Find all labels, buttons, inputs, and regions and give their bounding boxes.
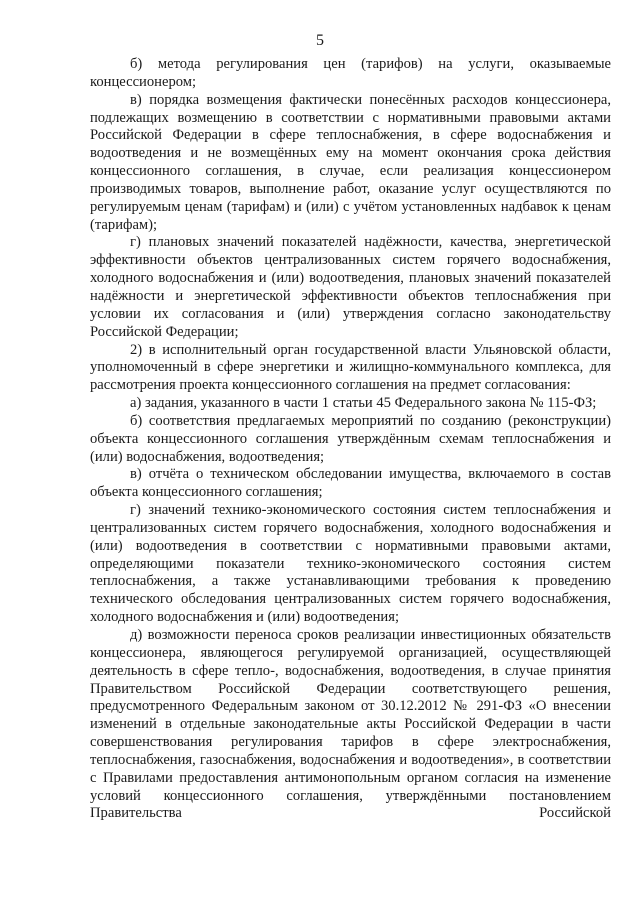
paragraph-b-tariff-method: б) метода регулирования цен (тарифов) на услуги, оказываемые концессионером; [90,56,611,90]
paragraph-a-assignment: а) задания, указанного в части 1 статьи 45 Федерального закона № 115-ФЗ; [130,395,597,412]
paragraph-b-measures-compliance: б) соответствия предлагаемых мероприятий по созданию (реконструкции) объекта концессионного соглашения утверждённым схемам теплоснабжения и (или) водоснабжения, водоотведения; [90,412,611,465]
paragraph-g-reliability-indicators: г) плановых значений показателей надёжности, качества, энергетической эффективности объектов централизованных систем горячего водоснабжения, холодного водоснабжения и (или) водоотведения, плановых значений показателей надёжности и энергетической эффективности объектов теплоснабжения при условии их согласования и (или) утверждения согласно законодательству Российской Федерации; [90,234,611,340]
paragraph-v-expense-reimbursement: в) порядка возмещения фактически понесённых расходов концессионера, подлежащих возмещению в соответствии с нормативными правовыми актами Российской Федерации в сфере теплоснабжения, в сфере водоснабжения и водоотведения и не возмещённых ему на момент окончания срока действия концессионного соглашения, в случае, если реализация концессионером производимых товаров, выполнение работ, оказание услуг осуществляются по регулируемым ценам (тарифам) и (или) с учётом установленных надбавок к ценам (тарифам); [90,91,611,233]
paragraph-v-inspection-report: в) отчёта о техническом обследовании имущества, включаемого в состав объекта концессионного соглашения; [90,466,611,501]
paragraph-g-technical-condition: г) значений технико-экономического состояния систем теплоснабжения и централизованных систем горячего водоснабжения, холодного водоснабжения и (или) водоотведения в соответствии с нормативными правовыми актами, определяющими показатели технико-экономического состояния систем теплоснабжения, а также устанавливающими требования к проведению технического обследования централизованных систем горячего водоснабжения, холодного водоснабжения и (или) водоотведения; [90,502,611,626]
paragraph-2-regional-authority: 2) в исполнительный орган государственной власти Ульяновской области, уполномоченный в сфере энергетики и жилищно-коммунального комплекса, для рассмотрения проекта концессионного соглашения на предмет согласования: [90,341,611,394]
page-number: 5 [316,32,324,49]
paragraph-d-deadline-transfer: д) возможности переноса сроков реализации инвестиционных обязательств концессионера, являющегося регулируемой организацией, осуществляющей деятельность в сфере тепло-, водоснабжения, водоотведения, в случае принятия Правительством Российской Федерации соответствующего решения, предусмотренного Федеральным законом от 30.12.2012 № 291-ФЗ «О внесении изменений в отдельные законодательные акты Российской Федерации в части совершенствования регулирования тарифов в сфере электроснабжения, теплоснабжения, газоснабжения, водоснабжения и водоотведения», в соответствии с Правилами предоставления антимонопольным органом согласия на изменение условий концессионного соглашения, утверждёнными постановлением Правительства Российской [90,627,611,822]
document-body [90,56,611,823]
